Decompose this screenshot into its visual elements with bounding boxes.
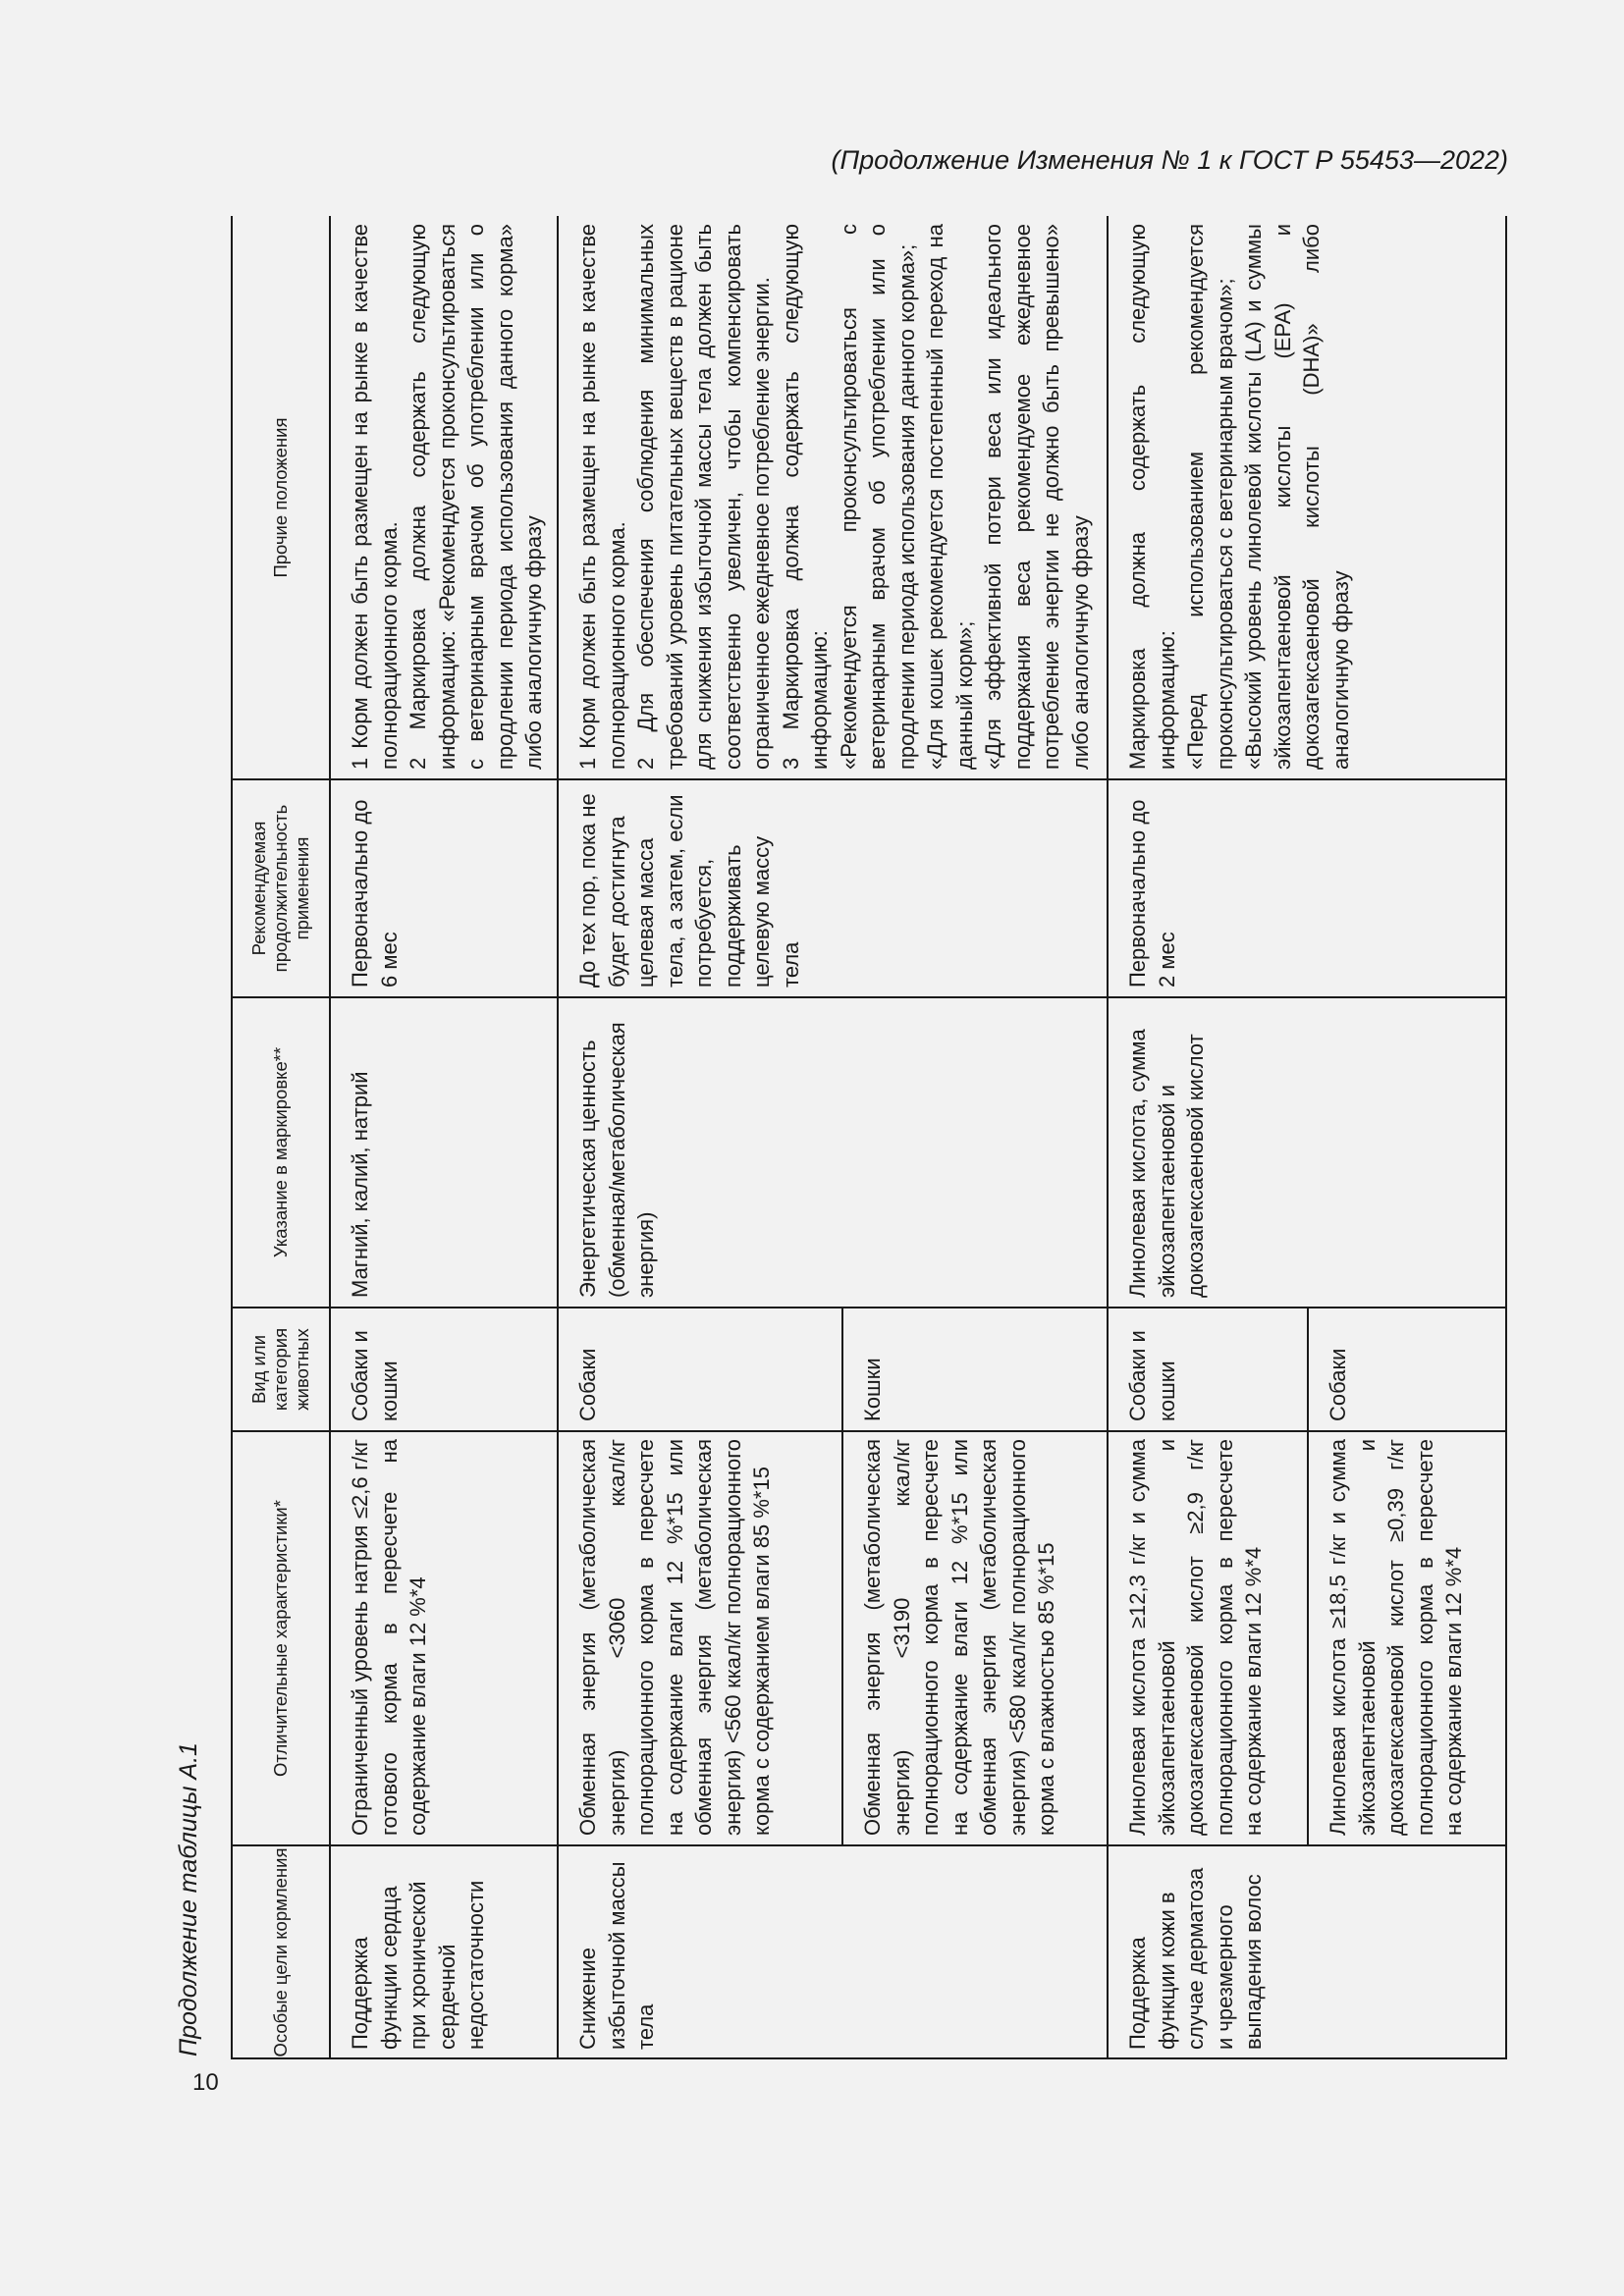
row2-split-rule [841,1308,843,1845]
table-caption: Продолжение таблицы А.1 [175,1742,202,2056]
col-header-characteristics: Отличительные характеристики* [270,1500,291,1777]
col-rule-3 [232,1307,1506,1308]
col-header-duration: Рекомендуемая продолжительность применения [248,804,312,973]
col-rule-2 [232,1430,1506,1432]
row3-characteristics-b: Линолевая кислота ≥18,5 г/кг и сумма эйкозапентаеновой и докозагексаеновой кислот ≥0,39 г/кг полнорационного корма в пересчете на содержание влаги 12 %*4 [1326,1439,1466,1836]
col-header-purpose: Особые цели кормления [270,1847,291,2057]
row2-rule [1107,216,1109,2059]
row3-duration: Первоначально до 2 мес [1125,799,1179,988]
row1-rule [557,216,559,2059]
row3-labeling: Линолевая кислота, сумма эйкозапентаеновой и докозагексаеновой кислот [1125,1029,1208,1298]
row1-purpose: Поддержка функции сердца при хронической сердечной недостаточности [348,1880,488,2050]
col-rule-1 [232,1844,1506,1846]
table-rule-right [1505,216,1507,2059]
row2-characteristics-cats: Обменная энергия (метаболическая энергия) <3190 ккал/кг полнорационного корма в пересчете на содержание влаги 12 %*15 или обменная энергия (метаболическая энергия) <580 ккал/кг полнорационного корма с влажностью 85 %*15 [860,1439,1058,1836]
row2-species-dogs: Собаки [575,1348,600,1421]
row1-duration: Первоначально до 6 мес [348,799,402,988]
row3-characteristics-a: Линолевая кислота ≥12,3 г/кг и сумма эйкозапентаеновой и докозагексаеновой кислот ≥2,9 г/кг полнорационного корма в пересчете на содержание влаги 12 %*4 [1125,1439,1266,1836]
page-number: 10 [192,2069,219,2096]
row3-species-a: Собаки и кошки [1125,1330,1179,1421]
col-header-species: Вид или категория животных [248,1327,312,1412]
row2-duration: До тех пор, пока не будет достигнута целевая масса тела, а затем, если потребуется, поддерживать целевую массу тела [575,793,803,988]
col-rule-5 [232,778,1506,780]
row1-other: 1 Корм должен быть размещен на рынке в качестве полнорационного корма. 2 Маркировка должна содержать следующую информацию: «Рекомендуется проконсультироваться с ветеринарным врачом об употреблении или о продлении периода использования данного корма» либо аналогичную фразу [348,224,546,770]
row2-labeling: Энергетическая ценность (обменная/метаболическая энергия) [575,1022,658,1298]
row3-other: Маркировка должна содержать следующую информацию: «Перед использованием рекомендуется проконсультироваться с ветеринарным врачом»; «Высокий уровень линолевой кислоты (LA) и суммы эйкозапентаеновой кислоты (EPA) и докозагексаеновой кислоты (DHA)» либо аналогичную фразу [1125,224,1353,770]
row3-purpose: Поддержка функции кожи в случае дерматоза и чрезмерного выпадения волос [1125,1867,1266,2050]
row2-characteristics-dogs: Обменная энергия (метаболическая энергия) <3060 ккал/кг полнорационного корма в пересчете на содержание влаги 12 %*15 или обменная энергия (метаболическая энергия) <560 ккал/кг полнорационного корма с содержанием влаги 85 %*15 [575,1439,774,1836]
row3-species-b: Собаки [1326,1348,1350,1421]
row1-species: Собаки и кошки [348,1330,402,1421]
col-header-labeling: Указание в маркировке** [270,1046,291,1258]
row2-species-cats: Кошки [860,1358,885,1421]
row2-other: 1 Корм должен быть размещен на рынке в качестве полнорационного корма. 2 Для обеспечения соблюдения минимальных требований уровень питательных веществ в рационе для снижения избыточной массы тела должен быть соответственно увеличен, чтобы компенсировать ограниченное ежедневное потребление энергии. 3 Маркировка должна содержать следующую информацию: «Рекомендуется проконсультироваться с ветеринарным врачом об употреблении или о продлении периода использования данного корма»; «Для кошек рекомендуется постепенный переход на данный корм»; «Для эффективной потери веса или идеального поддержания веса рекомендуемое ежедневное потребление энергии не должно быть превышено» либо аналогичную фразу [575,224,1093,770]
feed-purposes-table [232,216,1506,2059]
col-rule-4 [232,996,1506,998]
continuation-header: (Продолжение Изменения № 1 к ГОСТ Р 55453—2022) [831,145,1508,175]
row2-purpose: Снижение избыточной массы тела [575,1861,658,2050]
row1-characteristics: Ограниченный уровень натрия ≤2,6 г/кг готового корма в пересчете на содержание влаги 12 %*4 [348,1439,430,1836]
header-rule [329,216,331,2059]
col-header-other: Прочие положения [270,417,291,578]
row1-labeling: Магний, калий, натрий [348,1071,372,1298]
table-rule-left [231,216,233,2059]
table-rule-bottom [232,2057,1506,2059]
row3-split-rule [1307,1308,1309,1845]
